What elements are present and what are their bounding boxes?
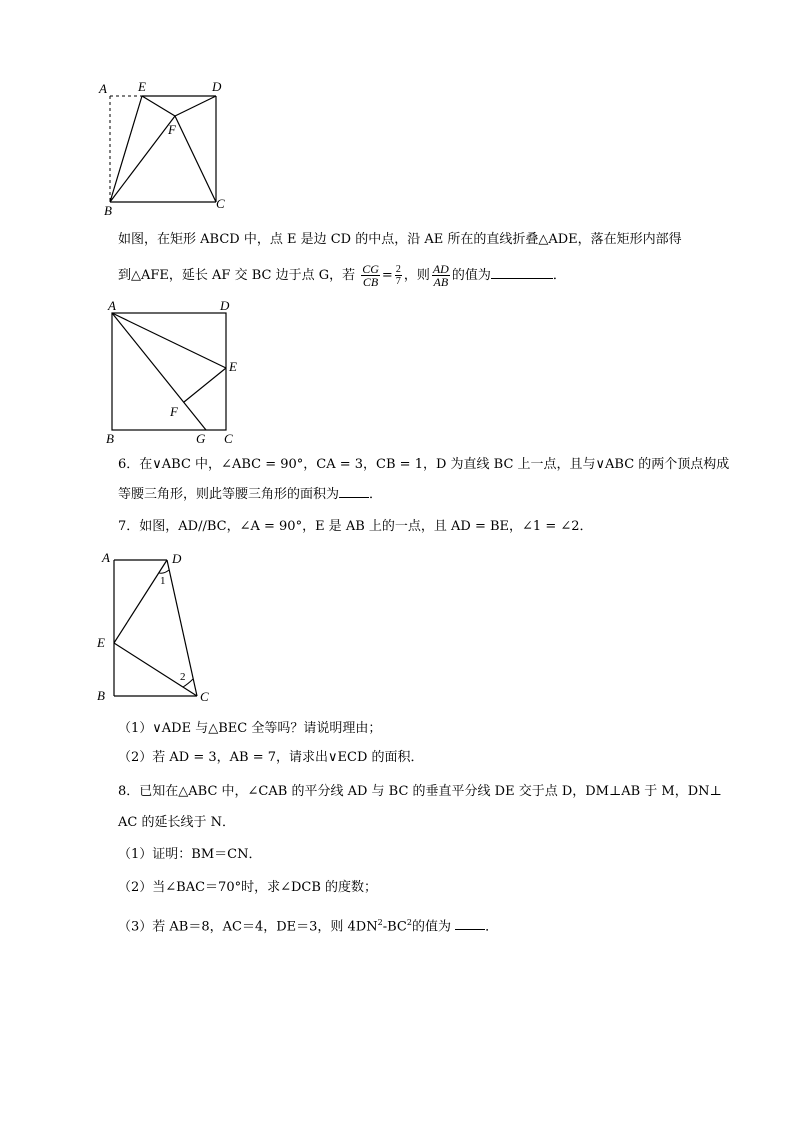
q5-equals: = [381, 268, 393, 283]
q7-sub-2 [118, 748, 424, 768]
q8-answer-blank [455, 917, 485, 930]
q6-text-end: ． [369, 487, 383, 502]
q7-sub1-text: （1）∨ADE 与△BEC 全等吗？请说明理由； [118, 721, 382, 736]
q5-text-end: ． [552, 268, 566, 283]
q5-text-2c: 的值为 [451, 268, 491, 283]
q8-sub3-text-b: -BC [382, 919, 407, 935]
figure-fold-square-svg [95, 78, 235, 218]
fig2-label-C: C [224, 431, 233, 446]
q8-text-2: AC 的延长线于 N． [118, 815, 235, 830]
q6-text-2: 等腰三角形，则此等腰三角形的面积为 [118, 487, 340, 502]
figure-rectangle-fold [100, 298, 250, 448]
q8-sub-3 [118, 913, 498, 937]
q8-sub3-text-c: 的值为 [411, 919, 451, 935]
fig1-label-F: F [168, 122, 176, 137]
fig3-label-D: D [172, 551, 182, 566]
q8-sub3-text-a: （3）若 AB＝8，AC＝4，DE＝3，则 4DN [118, 919, 378, 935]
fig2-label-G: G [196, 431, 206, 446]
q5-text-2b: ，则 [403, 268, 430, 283]
q8-sub3-sup-2: 2 [406, 918, 412, 927]
q5-fraction-ad-ab: $\frac{AD}{AB}$ [432, 262, 449, 289]
q6-line-1 [118, 455, 729, 475]
q6-answer-blank [339, 485, 369, 498]
fig3-angle-2: 2 [180, 671, 186, 683]
q8-text-1: 8．已知在△ABC 中，∠CAB 的平分线 AD 与 BC 的垂直平分线 DE 交于点 D，DM⊥AB 于 M，DN⊥ [118, 784, 722, 799]
q5-fraction-cg-cb: $\frac{CG}{CB}$ [362, 262, 379, 289]
figure-trapezoid-svg [92, 548, 222, 708]
fig3-label-A: A [102, 550, 110, 565]
figure-trapezoid [92, 548, 222, 708]
figure-rectangle-fold-svg [100, 298, 250, 448]
fig2-label-F: F [170, 404, 178, 419]
q5-line-1 [118, 230, 682, 250]
q6-line-2 [118, 485, 382, 505]
fig2-label-D: D [220, 298, 230, 313]
fig2-label-A: A [108, 298, 116, 313]
q5-line-2 [118, 263, 566, 288]
q8-sub2-text: （2）当∠BAC＝70°时，求∠DCB 的度数； [118, 880, 378, 895]
q5-text-1: 如图，在矩形 ABCD 中，点 E 是边 CD 的中点，沿 AE 所在的直线折叠△ADE，落在矩形内部得 [118, 232, 682, 247]
fig1-label-B: B [104, 203, 112, 218]
q6-text-1: 6．在∨ABC 中，∠ABC = 90°，CA = 3，CB = 1，D 为直线 BC 上一点，且与∨ABC 的两个顶点构成 [118, 457, 730, 472]
fig1-label-C: C [216, 196, 225, 211]
q8-sub-1 [118, 845, 261, 865]
q8-sub3-sup-1: 2 [377, 918, 383, 927]
fig1-label-A: A [99, 81, 107, 96]
fig1-label-D: D [212, 79, 222, 94]
fig3-label-B: B [97, 688, 105, 703]
fig1-label-E: E [138, 79, 146, 94]
q7-sub-1 [118, 719, 381, 739]
q8-sub1-text: （1）证明：BM＝CN． [118, 847, 262, 862]
fig2-label-E: E [229, 359, 237, 374]
figure-fold-square [95, 78, 235, 218]
q8-line-2 [118, 813, 235, 833]
q8-sub-2 [118, 878, 377, 898]
fig2-label-B: B [106, 431, 114, 446]
q7-line-1 [118, 517, 593, 537]
q8-sub3-end: ． [485, 919, 499, 935]
q7-sub2-text: （2）若 AD = 3，AB = 7，请求出∨ECD 的面积． [118, 750, 424, 765]
fig3-angle-1: 1 [160, 575, 166, 587]
q5-text-2a: 到△AFE，延长 AF 交 BC 边于点 G，若 [118, 268, 356, 283]
q7-text-1: 7．如图，AD//BC，∠A = 90°，E 是 AB 上的一点，且 AD = BE，∠1 = ∠2． [118, 519, 593, 534]
q5-answer-blank [491, 266, 553, 279]
q8-line-1 [118, 782, 722, 802]
fig3-label-E: E [97, 635, 105, 650]
q5-fraction-2-7: $\frac{2}{7}$ [395, 264, 401, 287]
fig3-label-C: C [200, 689, 209, 704]
